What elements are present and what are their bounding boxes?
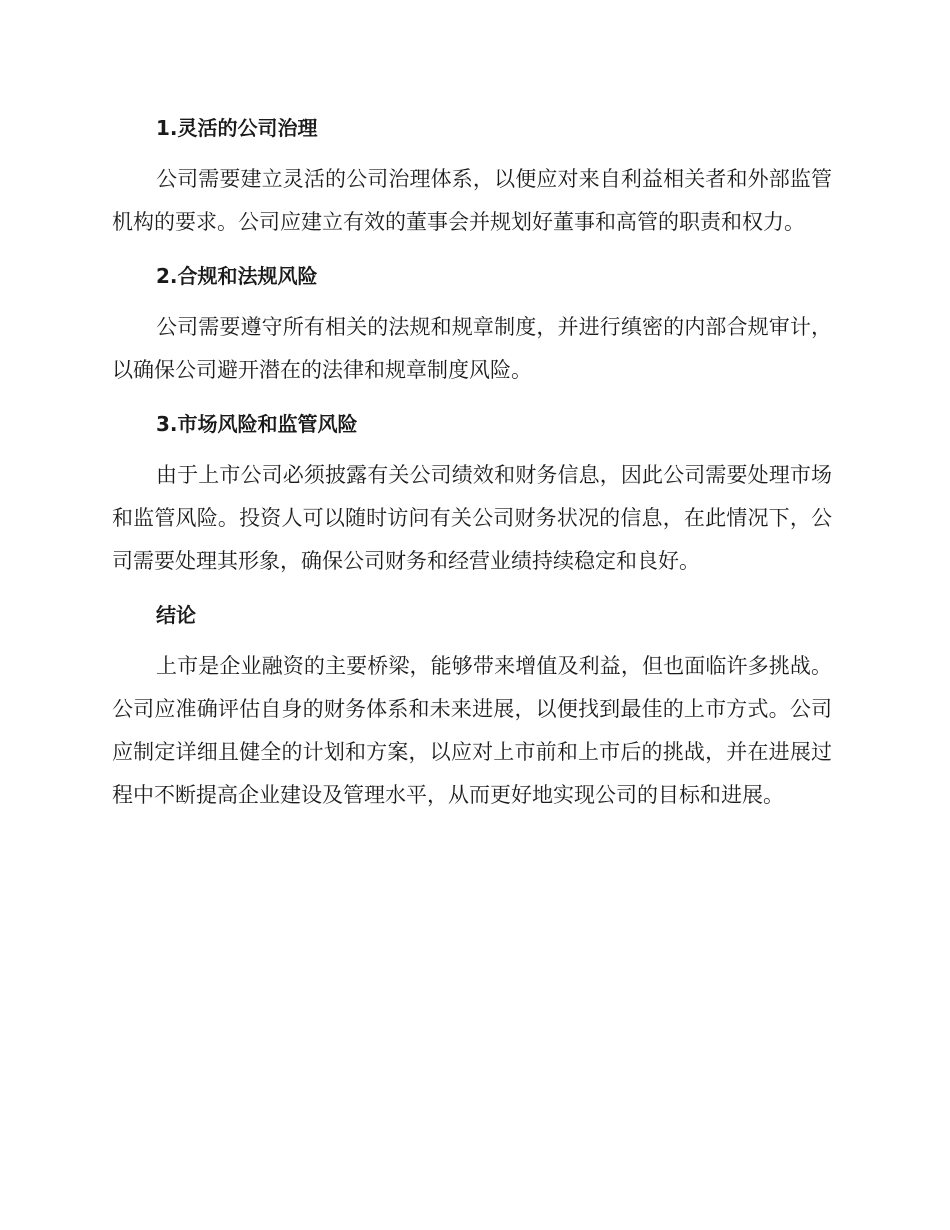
section-heading-market-risk: 3.市场风险和监管风险 [156,412,358,436]
section-heading-compliance: 2.合规和法规风险 [156,264,318,288]
section-paragraph-compliance: 公司需要遵守所有相关的法规和规章制度，并进行缜密的内部合规审计，以确保公司避开潜在的法律和规章制度风险。 [112,315,832,382]
section-heading-governance: 1.灵活的公司治理 [156,116,318,140]
document-page [112,108,832,817]
section-heading-conclusion: 结论 [156,603,196,627]
section-paragraph-governance: 公司需要建立灵活的公司治理体系，以便应对来自利益相关者和外部监管机构的要求。公司应建立有效的董事会并规划好董事和高管的职责和权力。 [112,167,832,234]
section-paragraph-conclusion: 上市是企业融资的主要桥梁，能够带来增值及利益，但也面临许多挑战。公司应准确评估自身的财务体系和未来进展，以便找到最佳的上市方式。公司应制定详细且健全的计划和方案，以应对上市前和上市后的挑战，并在进展过程中不断提高企业建设及管理水平，从而更好地实现公司的目标和进展。 [112,654,832,807]
section-paragraph-market-risk: 由于上市公司必须披露有关公司绩效和财务信息，因此公司需要处理市场和监管风险。投资人可以随时访问有关公司财务状况的信息，在此情况下，公司需要处理其形象，确保公司财务和经营业绩持续稳定和良好。 [112,463,832,573]
